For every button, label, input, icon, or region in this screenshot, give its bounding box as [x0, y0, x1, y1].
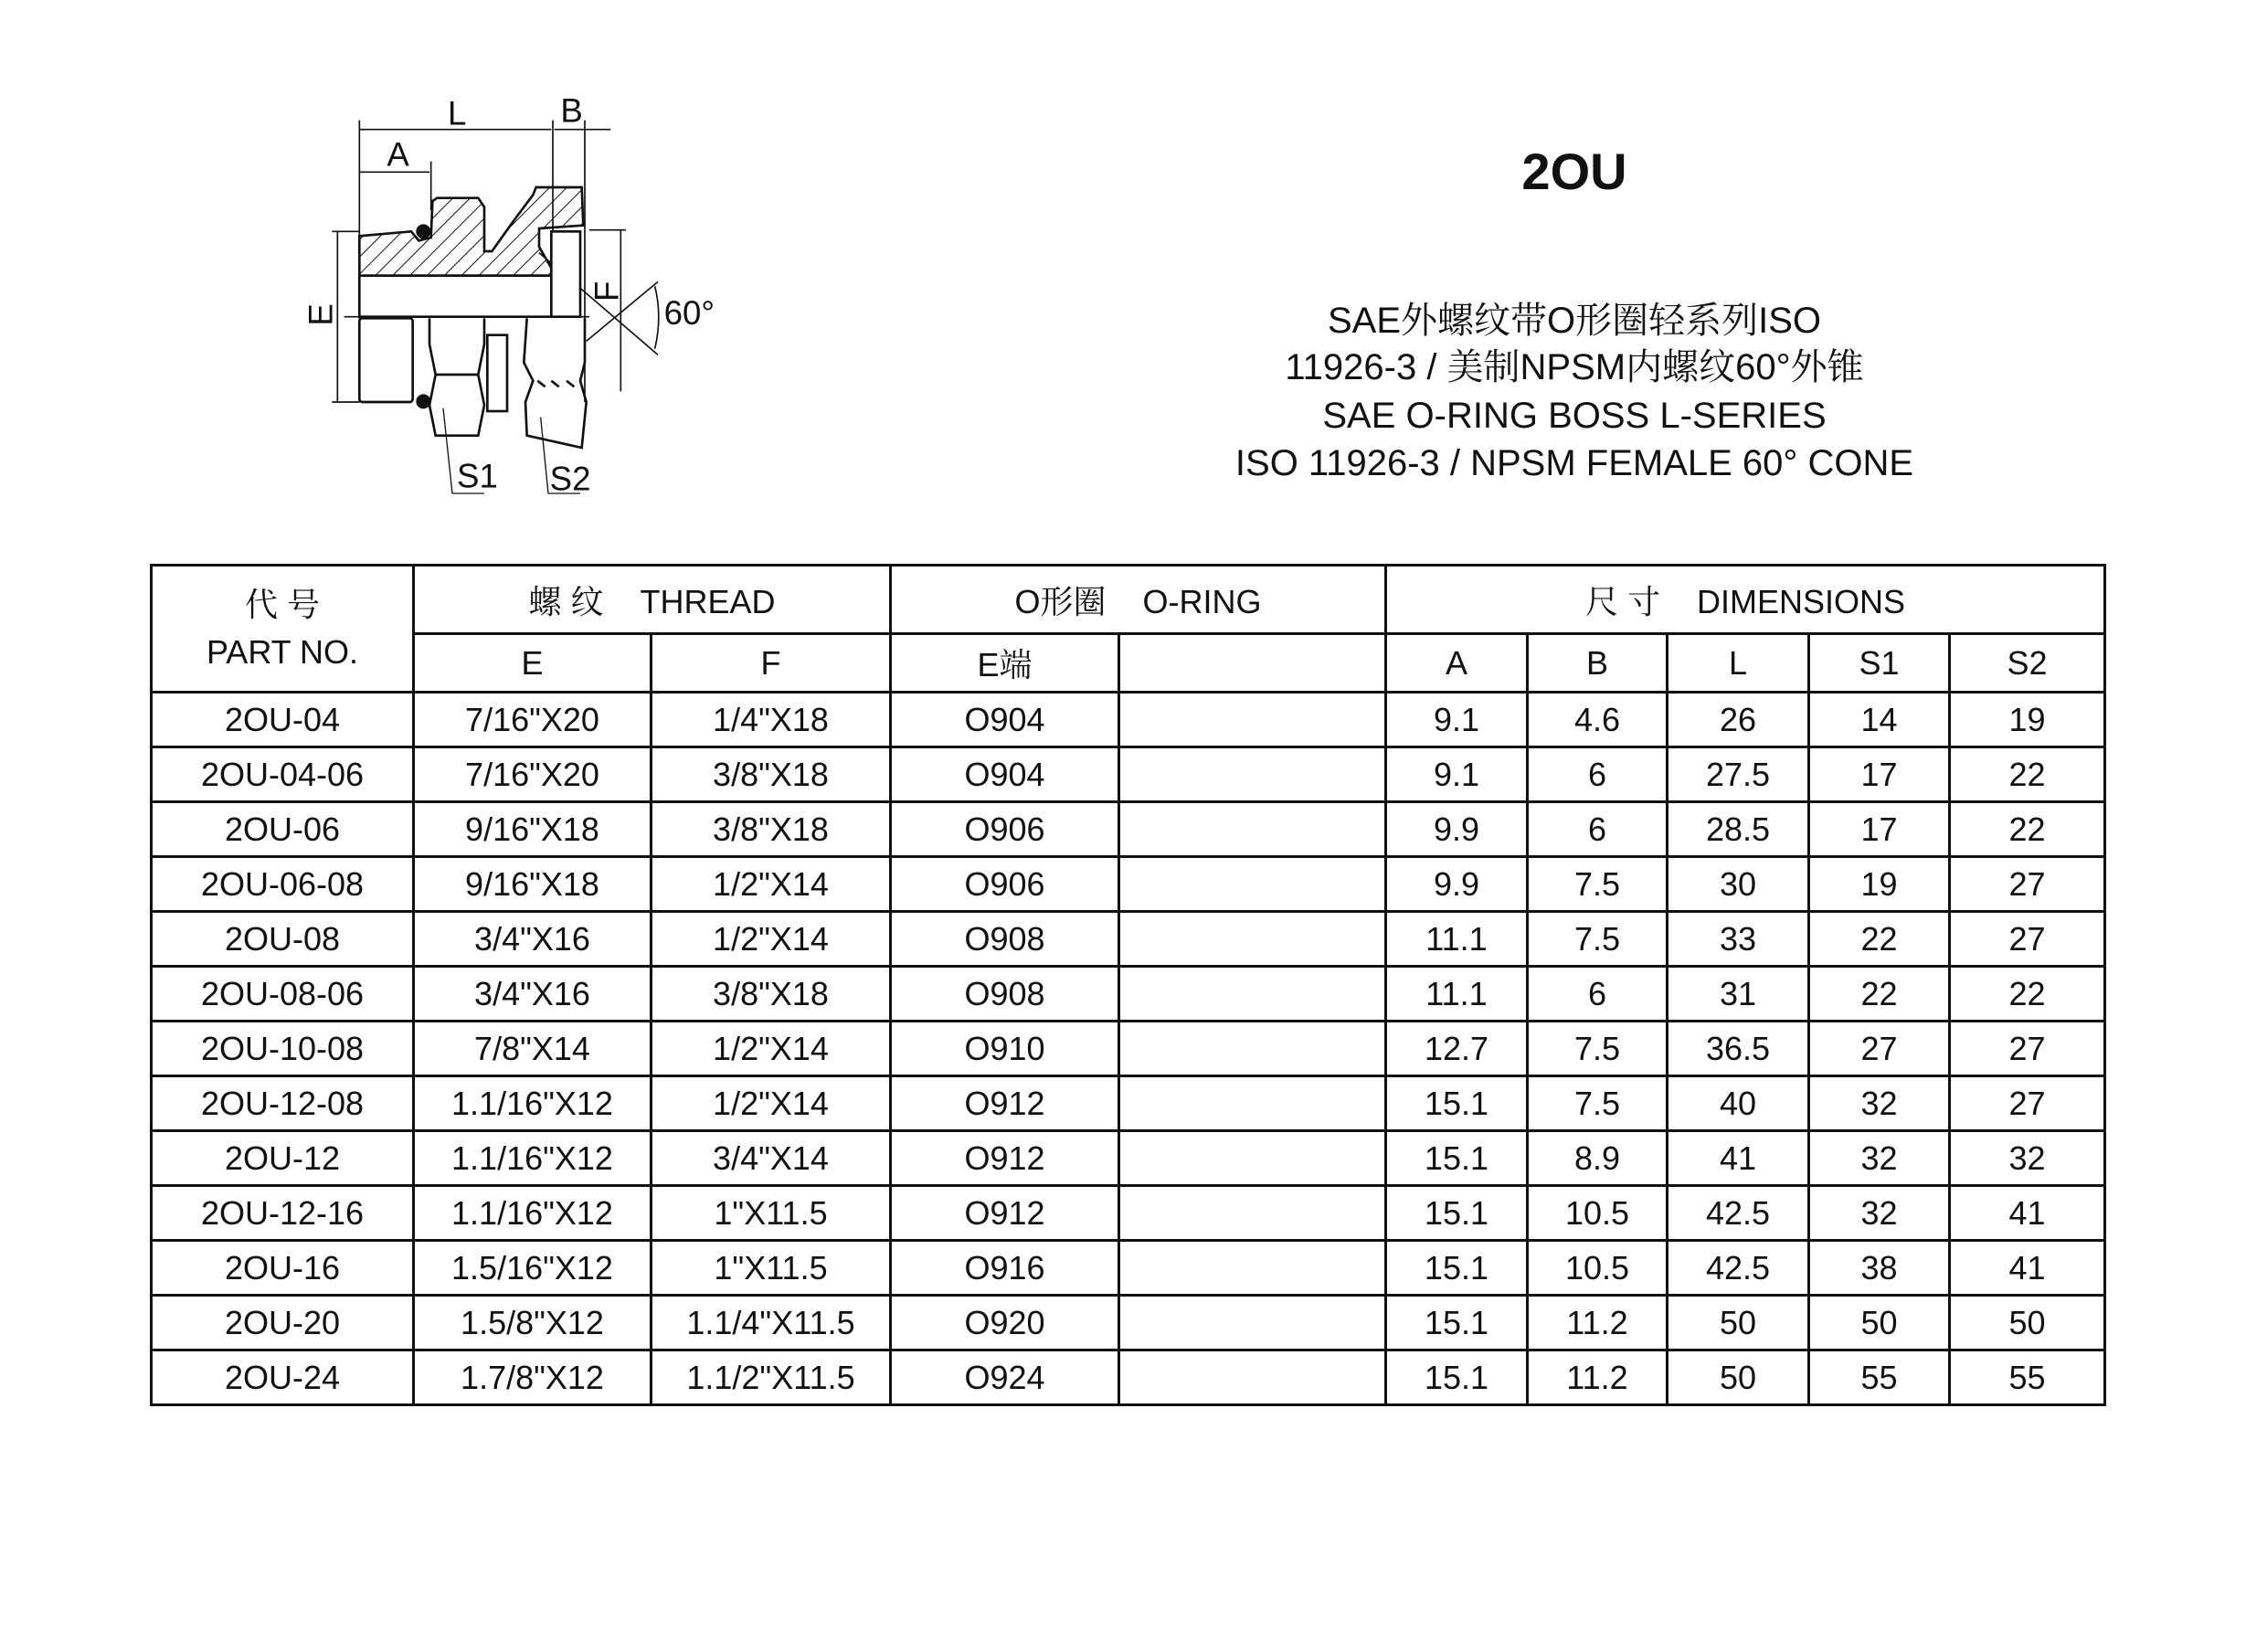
cell-dim-s1: 19: [1809, 857, 1950, 912]
cell-dim-s2: 27: [1950, 1022, 2105, 1076]
cell-dim-l: 26: [1668, 693, 1809, 747]
cell-thread-e: 9/16"X18: [414, 857, 651, 912]
subheader-thread-e: E: [414, 634, 651, 693]
cell-dim-a: 9.9: [1386, 802, 1528, 857]
cell-dim-s1: 22: [1809, 967, 1950, 1022]
cell-dim-l: 42.5: [1668, 1241, 1809, 1296]
cell-dim-s2: 27: [1950, 1076, 2105, 1131]
cell-dim-s1: 32: [1809, 1131, 1950, 1186]
cell-part-no: 2OU-08-06: [152, 967, 414, 1022]
cell-thread-e: 1.1/16"X12: [414, 1076, 651, 1131]
cell-dim-b: 6: [1528, 967, 1668, 1022]
table-row: [152, 857, 2105, 912]
cell-oring-e-end: O908: [891, 912, 1119, 967]
cell-dim-s2: 22: [1950, 747, 2105, 802]
subheader-dim-a: A: [1386, 634, 1528, 693]
table-row: [152, 1241, 2105, 1296]
cell-dim-b: 6: [1528, 747, 1668, 802]
subheader-oring-blank: [1119, 634, 1386, 693]
header-part-en: PART NO.: [206, 633, 359, 671]
table-row: [152, 1296, 2105, 1350]
subheader-dim-b: B: [1528, 634, 1668, 693]
cell-thread-e: 1.5/8"X12: [414, 1296, 651, 1350]
cell-dim-a: 11.1: [1386, 912, 1528, 967]
cell-dim-b: 8.9: [1528, 1131, 1668, 1186]
header-thread: [414, 566, 891, 634]
cell-dim-s2: 27: [1950, 857, 2105, 912]
cell-dim-s1: 17: [1809, 747, 1950, 802]
cell-thread-f: 1/4"X18: [651, 693, 891, 747]
cell-oring-e-end: O904: [891, 693, 1119, 747]
cell-dim-b: 7.5: [1528, 1076, 1668, 1131]
table-row: [152, 747, 2105, 802]
cell-oring-blank: [1119, 1186, 1386, 1241]
body-exterior: [359, 318, 586, 448]
cell-thread-f: 1/2"X14: [651, 1076, 891, 1131]
cell-thread-f: 1/2"X14: [651, 857, 891, 912]
cell-dim-b: 7.5: [1528, 912, 1668, 967]
cell-dim-s1: 55: [1809, 1350, 1950, 1405]
cell-thread-f: 1/2"X14: [651, 912, 891, 967]
cell-dim-a: 9.9: [1386, 857, 1528, 912]
cell-dim-s1: 50: [1809, 1296, 1950, 1350]
cell-dim-a: 9.1: [1386, 693, 1528, 747]
cell-oring-e-end: O912: [891, 1131, 1119, 1186]
cell-dim-a: 15.1: [1386, 1296, 1528, 1350]
subtitle-line-1: SAE外螺纹带O形圈轻系列ISO: [1327, 301, 1822, 341]
cell-thread-e: 7/16"X20: [414, 747, 651, 802]
cell-part-no: 2OU-12-16: [152, 1186, 414, 1241]
cell-oring-e-end: O924: [891, 1350, 1119, 1405]
cell-part-no: 2OU-10-08: [152, 1022, 414, 1076]
cell-thread-f: 3/8"X18: [651, 967, 891, 1022]
table-row: [152, 912, 2105, 967]
cell-thread-e: 7/8"X14: [414, 1022, 651, 1076]
header-dim-en: DIMENSIONS: [1696, 582, 1906, 620]
cell-dim-a: 11.1: [1386, 967, 1528, 1022]
cell-thread-f: 1"X11.5: [651, 1241, 891, 1296]
subheader-oring-e-end: E端: [891, 634, 1119, 693]
cell-dim-b: 7.5: [1528, 857, 1668, 912]
cell-oring-blank: [1119, 912, 1386, 967]
cell-oring-e-end: O906: [891, 802, 1119, 857]
o-ring-top: [418, 226, 429, 238]
cell-dim-l: 28.5: [1668, 802, 1809, 857]
subtitle-line-3: SAE O-RING BOSS L-SERIES: [1322, 396, 1827, 436]
header-part-no: [152, 566, 414, 693]
header-dimensions: [1386, 566, 2105, 634]
cell-part-no: 2OU-24: [152, 1350, 414, 1405]
table-row: [152, 1022, 2105, 1076]
cell-dim-s1: 17: [1809, 802, 1950, 857]
cell-oring-e-end: O920: [891, 1296, 1119, 1350]
cell-dim-s1: 32: [1809, 1186, 1950, 1241]
header-thread-en: THREAD: [640, 582, 776, 620]
header-oring: [891, 566, 1386, 634]
cell-dim-s2: 32: [1950, 1131, 2105, 1186]
cell-thread-f: 1/2"X14: [651, 1022, 891, 1076]
cell-thread-e: 1.1/16"X12: [414, 1186, 651, 1241]
cell-oring-blank: [1119, 967, 1386, 1022]
subtitle-line-2: 11926-3 / 美制NPSM内螺纹60°外锥: [1285, 347, 1864, 387]
cell-dim-s1: 38: [1809, 1241, 1950, 1296]
cell-dim-s2: 22: [1950, 967, 2105, 1022]
cell-dim-a: 9.1: [1386, 747, 1528, 802]
cell-dim-b: 4.6: [1528, 693, 1668, 747]
page-title: 2OU: [1521, 143, 1627, 200]
cell-dim-l: 30: [1668, 857, 1809, 912]
cell-part-no: 2OU-12: [152, 1131, 414, 1186]
cell-dim-a: 12.7: [1386, 1022, 1528, 1076]
label-A: A: [387, 135, 409, 174]
cell-oring-blank: [1119, 857, 1386, 912]
cell-dim-a: 15.1: [1386, 1131, 1528, 1186]
cell-dim-a: 15.1: [1386, 1350, 1528, 1405]
cell-oring-e-end: O904: [891, 747, 1119, 802]
cell-dim-b: 11.2: [1528, 1296, 1668, 1350]
cell-oring-blank: [1119, 693, 1386, 747]
cell-thread-f: 3/8"X18: [651, 802, 891, 857]
cell-part-no: 2OU-04: [152, 693, 414, 747]
cell-oring-blank: [1119, 1296, 1386, 1350]
table-row: [152, 1186, 2105, 1241]
cell-dim-l: 40: [1668, 1076, 1809, 1131]
header-part-cn: 代 号: [244, 586, 320, 623]
cell-dim-s1: 22: [1809, 912, 1950, 967]
cell-thread-f: 1.1/2"X11.5: [651, 1350, 891, 1405]
label-S1: S1: [457, 457, 498, 495]
label-F: F: [588, 281, 626, 302]
subheader-dim-s2: S2: [1950, 634, 2105, 693]
cell-dim-s2: 22: [1950, 802, 2105, 857]
header-thread-cn: 螺 纹: [528, 582, 604, 620]
cell-oring-blank: [1119, 1022, 1386, 1076]
cell-oring-e-end: O910: [891, 1022, 1119, 1076]
table-row: [152, 1131, 2105, 1186]
cell-dim-l: 50: [1668, 1296, 1809, 1350]
cell-part-no: 2OU-08: [152, 912, 414, 967]
cell-part-no: 2OU-06: [152, 802, 414, 857]
cell-dim-l: 31: [1668, 967, 1809, 1022]
cell-dim-s2: 55: [1950, 1350, 2105, 1405]
cell-thread-f: 3/8"X18: [651, 747, 891, 802]
cell-dim-l: 27.5: [1668, 747, 1809, 802]
cell-dim-b: 11.2: [1528, 1350, 1668, 1405]
cell-thread-e: 3/4"X16: [414, 912, 651, 967]
table-row: [152, 1350, 2105, 1405]
cell-thread-e: 7/16"X20: [414, 693, 651, 747]
cell-dim-l: 41: [1668, 1131, 1809, 1186]
header-dim-cn: 尺 寸: [1584, 582, 1660, 620]
cell-oring-e-end: O916: [891, 1241, 1119, 1296]
cell-dim-s2: 41: [1950, 1186, 2105, 1241]
header-oring-cn: O形圈: [1014, 582, 1107, 620]
cell-dim-a: 15.1: [1386, 1076, 1528, 1131]
cell-dim-a: 15.1: [1386, 1241, 1528, 1296]
subheader-dim-s1: S1: [1809, 634, 1950, 693]
label-angle: 60°: [663, 294, 715, 332]
cell-dim-s2: 41: [1950, 1241, 2105, 1296]
cell-dim-s2: 50: [1950, 1296, 2105, 1350]
cell-dim-a: 15.1: [1386, 1186, 1528, 1241]
cell-dim-s1: 27: [1809, 1022, 1950, 1076]
table-row: [152, 802, 2105, 857]
cell-dim-s1: 14: [1809, 693, 1950, 747]
specification-table: [150, 564, 2106, 1406]
cell-oring-blank: [1119, 1076, 1386, 1131]
cell-oring-blank: [1119, 1350, 1386, 1405]
cell-dim-b: 6: [1528, 802, 1668, 857]
cell-oring-e-end: O912: [891, 1076, 1119, 1131]
cell-thread-f: 1"X11.5: [651, 1186, 891, 1241]
label-L: L: [448, 94, 467, 132]
cell-thread-e: 1.5/16"X12: [414, 1241, 651, 1296]
cell-oring-blank: [1119, 1131, 1386, 1186]
cell-oring-e-end: O908: [891, 967, 1119, 1022]
cell-oring-blank: [1119, 1241, 1386, 1296]
cell-part-no: 2OU-04-06: [152, 747, 414, 802]
label-E: E: [302, 303, 340, 326]
o-ring-bottom: [418, 396, 429, 408]
cell-dim-l: 50: [1668, 1350, 1809, 1405]
cell-oring-e-end: O912: [891, 1186, 1119, 1241]
cell-thread-e: 1.7/8"X12: [414, 1350, 651, 1405]
cell-dim-s2: 19: [1950, 693, 2105, 747]
table-row: [152, 967, 2105, 1022]
cell-part-no: 2OU-20: [152, 1296, 414, 1350]
cell-thread-e: 9/16"X18: [414, 802, 651, 857]
cell-dim-l: 42.5: [1668, 1186, 1809, 1241]
cell-dim-l: 36.5: [1668, 1022, 1809, 1076]
cell-thread-e: 3/4"X16: [414, 967, 651, 1022]
cell-dim-b: 10.5: [1528, 1241, 1668, 1296]
cell-part-no: 2OU-06-08: [152, 857, 414, 912]
table-row: [152, 693, 2105, 747]
label-S2: S2: [549, 460, 591, 498]
cell-thread-f: 3/4"X14: [651, 1131, 891, 1186]
table-row: [152, 1076, 2105, 1131]
cell-thread-f: 1.1/4"X11.5: [651, 1296, 891, 1350]
subheader-dim-l: L: [1668, 634, 1809, 693]
cell-dim-l: 33: [1668, 912, 1809, 967]
label-B: B: [560, 91, 583, 130]
cell-part-no: 2OU-16: [152, 1241, 414, 1296]
cell-dim-s1: 32: [1809, 1076, 1950, 1131]
cell-oring-e-end: O906: [891, 857, 1119, 912]
cell-part-no: 2OU-12-08: [152, 1076, 414, 1131]
cell-thread-e: 1.1/16"X12: [414, 1131, 651, 1186]
cell-oring-blank: [1119, 802, 1386, 857]
header-oring-en: O-RING: [1142, 582, 1262, 620]
cell-dim-b: 10.5: [1528, 1186, 1668, 1241]
cell-dim-s2: 27: [1950, 912, 2105, 967]
subheader-thread-f: F: [651, 634, 891, 693]
fitting-cross-section-diagram: [219, 73, 859, 512]
subtitle-line-4: ISO 11926-3 / NPSM FEMALE 60° CONE: [1234, 443, 1914, 483]
cell-dim-b: 7.5: [1528, 1022, 1668, 1076]
cell-oring-blank: [1119, 747, 1386, 802]
